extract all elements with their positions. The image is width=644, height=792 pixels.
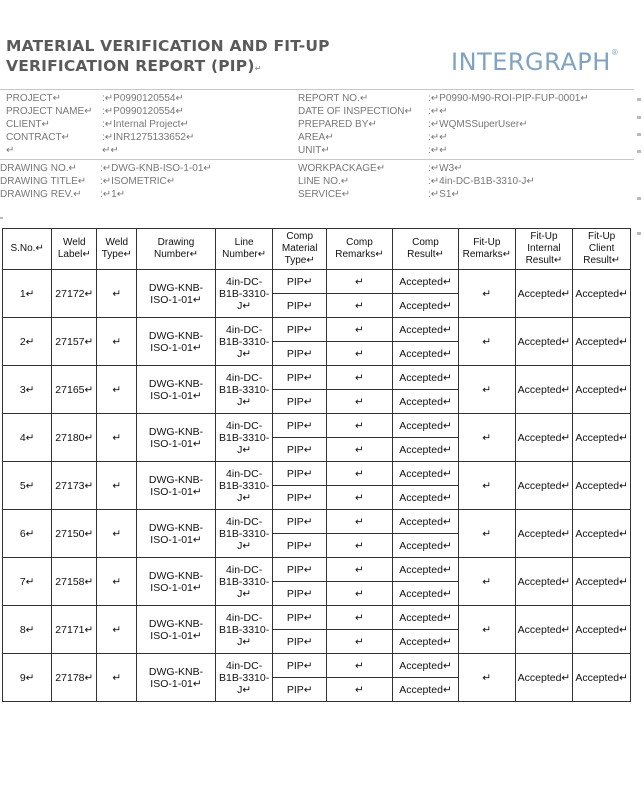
weld-type-cell: ↵ — [97, 414, 137, 462]
comp-remarks-cell: ↵ — [326, 294, 392, 318]
comp-material-cell: PIP↵ — [273, 678, 326, 702]
comp-remarks-cell: ↵ — [326, 414, 392, 438]
column-header: S.No.↵ — [3, 229, 52, 270]
fitup-internal-result-cell: Accepted↵ — [515, 654, 573, 702]
comp-result-cell: Accepted↵ — [392, 294, 458, 318]
column-header: Drawing Number↵ — [137, 229, 216, 270]
info-label: DRAWING TITLE↵ — [0, 176, 87, 187]
info-value: :↵1↵ — [100, 189, 126, 200]
comp-material-cell: PIP↵ — [273, 438, 326, 462]
column-header: Comp Remarks↵ — [326, 229, 392, 270]
line-number-cell: 4in-DC-B1B-3310-J↵ — [215, 558, 273, 606]
info-row — [6, 131, 296, 144]
sno-cell: 8↵ — [3, 606, 52, 654]
comp-remarks-cell: ↵ — [326, 678, 392, 702]
comp-remarks-cell: ↵ — [326, 606, 392, 630]
comp-remarks-cell: ↵ — [326, 366, 392, 390]
info-label: ↵ — [6, 145, 15, 156]
column-header: Fit-Up Internal Result↵ — [515, 229, 573, 270]
report-title-line1: MATERIAL VERIFICATION AND FIT-UP — [6, 37, 330, 55]
info-value: :↵WQMSSuperUser↵ — [428, 119, 528, 130]
column-header: Weld Type↵ — [97, 229, 137, 270]
info-row — [298, 144, 632, 157]
info-row — [6, 144, 296, 157]
info-value: :↵P0990120554↵ — [102, 106, 184, 117]
comp-remarks-cell: ↵ — [326, 438, 392, 462]
sno-cell: 4↵ — [3, 414, 52, 462]
comp-result-cell: Accepted↵ — [392, 534, 458, 558]
column-header: Comp Material Type↵ — [273, 229, 326, 270]
drawing-number-cell: DWG-KNB-ISO-1-01↵ — [137, 606, 216, 654]
column-header: Comp Result↵ — [392, 229, 458, 270]
comp-result-cell: Accepted↵ — [392, 510, 458, 534]
comp-result-cell: Accepted↵ — [392, 342, 458, 366]
drawing-number-cell: DWG-KNB-ISO-1-01↵ — [137, 318, 216, 366]
comp-remarks-cell: ↵ — [326, 654, 392, 678]
info-row — [6, 118, 296, 131]
info-label: DATE OF INSPECTION↵ — [298, 106, 413, 117]
info-value: :↵ISOMETRIC↵ — [100, 176, 176, 187]
comp-result-cell: Accepted↵ — [392, 678, 458, 702]
comp-remarks-cell: ↵ — [326, 318, 392, 342]
comp-remarks-cell: ↵ — [326, 582, 392, 606]
info-value: :↵DWG-KNB-ISO-1-01↵ — [100, 163, 212, 174]
fitup-client-result-cell: Accepted↵ — [573, 462, 631, 510]
table-row — [3, 414, 631, 438]
fitup-remarks-cell: ↵ — [459, 654, 516, 702]
weld-label-cell: 27157↵ — [52, 318, 97, 366]
fitup-internal-result-cell: Accepted↵ — [515, 318, 573, 366]
sno-cell: 9↵ — [3, 654, 52, 702]
info-row — [0, 162, 290, 175]
table-row — [3, 366, 631, 390]
comp-result-cell: Accepted↵ — [392, 270, 458, 294]
drawing-number-cell: DWG-KNB-ISO-1-01↵ — [137, 270, 216, 318]
drawing-number-cell: DWG-KNB-ISO-1-01↵ — [137, 462, 216, 510]
line-number-cell: 4in-DC-B1B-3310-J↵ — [215, 510, 273, 558]
info-label: DRAWING NO.↵ — [0, 163, 77, 174]
comp-material-cell: PIP↵ — [273, 462, 326, 486]
weld-label-cell: 27178↵ — [52, 654, 97, 702]
project-info-left — [6, 92, 296, 157]
comp-result-cell: Accepted↵ — [392, 438, 458, 462]
line-number-cell: 4in-DC-B1B-3310-J↵ — [215, 318, 273, 366]
table-row — [3, 270, 631, 294]
info-value: :↵↵ — [428, 106, 448, 117]
report-title — [6, 36, 336, 79]
table-row — [3, 462, 631, 486]
sno-cell: 1↵ — [3, 270, 52, 318]
info-value: :↵S1↵ — [428, 189, 460, 200]
table-row — [3, 510, 631, 534]
info-value: :↵4in-DC-B1B-3310-J↵ — [428, 176, 535, 187]
comp-remarks-cell: ↵ — [326, 486, 392, 510]
drawing-number-cell: DWG-KNB-ISO-1-01↵ — [137, 414, 216, 462]
weld-type-cell: ↵ — [97, 654, 137, 702]
margin-mark — [0, 217, 3, 219]
weld-label-cell: 27173↵ — [52, 462, 97, 510]
comp-material-cell: PIP↵ — [273, 630, 326, 654]
comp-result-cell: Accepted↵ — [392, 414, 458, 438]
comp-material-cell: PIP↵ — [273, 558, 326, 582]
weld-type-cell: ↵ — [97, 366, 137, 414]
line-number-cell: 4in-DC-B1B-3310-J↵ — [215, 414, 273, 462]
intergraph-logo: INTERGRAPH® — [451, 48, 620, 76]
sno-cell: 5↵ — [3, 462, 52, 510]
info-label: PREPARED BY↵ — [298, 119, 377, 130]
weld-label-cell: 27180↵ — [52, 414, 97, 462]
comp-material-cell: PIP↵ — [273, 534, 326, 558]
weld-type-cell: ↵ — [97, 606, 137, 654]
info-label: PROJECT NAME↵ — [6, 106, 93, 117]
comp-material-cell: PIP↵ — [273, 294, 326, 318]
fitup-remarks-cell: ↵ — [459, 558, 516, 606]
comp-result-cell: Accepted↵ — [392, 318, 458, 342]
comp-result-cell: Accepted↵ — [392, 462, 458, 486]
fitup-client-result-cell: Accepted↵ — [573, 366, 631, 414]
fitup-client-result-cell: Accepted↵ — [573, 606, 631, 654]
table-row — [3, 606, 631, 630]
table-row — [3, 318, 631, 342]
info-label: SERVICE↵ — [298, 189, 351, 200]
fitup-client-result-cell: Accepted↵ — [573, 654, 631, 702]
comp-material-cell: PIP↵ — [273, 510, 326, 534]
fitup-client-result-cell: Accepted↵ — [573, 270, 631, 318]
info-row — [298, 175, 632, 188]
line-number-cell: 4in-DC-B1B-3310-J↵ — [215, 606, 273, 654]
comp-remarks-cell: ↵ — [326, 270, 392, 294]
column-header: Weld Label↵ — [52, 229, 97, 270]
weld-label-cell: 27171↵ — [52, 606, 97, 654]
comp-result-cell: Accepted↵ — [392, 654, 458, 678]
paragraph-mark: ↵ — [254, 64, 262, 73]
fitup-remarks-cell: ↵ — [459, 366, 516, 414]
comp-material-cell: PIP↵ — [273, 318, 326, 342]
weld-label-cell: 27150↵ — [52, 510, 97, 558]
comp-result-cell: Accepted↵ — [392, 486, 458, 510]
weld-type-cell: ↵ — [97, 462, 137, 510]
comp-remarks-cell: ↵ — [326, 558, 392, 582]
info-label: UNIT↵ — [298, 145, 330, 156]
column-header: Line Number↵ — [215, 229, 273, 270]
margin-mark — [637, 232, 641, 235]
info-row — [298, 188, 632, 201]
info-label: LINE NO.↵ — [298, 176, 350, 187]
weld-type-cell: ↵ — [97, 558, 137, 606]
info-row — [298, 118, 632, 131]
info-row — [298, 92, 632, 105]
drawing-info-right — [298, 162, 632, 201]
weld-label-cell: 27172↵ — [52, 270, 97, 318]
fitup-remarks-cell: ↵ — [459, 462, 516, 510]
weld-type-cell: ↵ — [97, 270, 137, 318]
sno-cell: 3↵ — [3, 366, 52, 414]
line-number-cell: 4in-DC-B1B-3310-J↵ — [215, 462, 273, 510]
column-header: Fit-Up Remarks↵ — [459, 229, 516, 270]
sno-cell: 2↵ — [3, 318, 52, 366]
comp-result-cell: Accepted↵ — [392, 606, 458, 630]
info-value: :↵P0990120554↵ — [102, 93, 184, 104]
fitup-remarks-cell: ↵ — [459, 270, 516, 318]
table-header-row — [3, 229, 631, 270]
weld-type-cell: ↵ — [97, 318, 137, 366]
info-value: :↵INR1275133652↵ — [102, 132, 195, 143]
info-value: :↵Internal Project↵ — [102, 119, 189, 130]
fitup-internal-result-cell: Accepted↵ — [515, 366, 573, 414]
comp-result-cell: Accepted↵ — [392, 558, 458, 582]
weld-label-cell: 27158↵ — [52, 558, 97, 606]
fitup-internal-result-cell: Accepted↵ — [515, 606, 573, 654]
margin-mark — [637, 150, 641, 153]
fitup-remarks-cell: ↵ — [459, 318, 516, 366]
section-divider — [0, 159, 634, 160]
info-value: :↵↵ — [428, 132, 448, 143]
fitup-internal-result-cell: Accepted↵ — [515, 270, 573, 318]
report-title-line2: VERIFICATION REPORT (PIP)↵ — [6, 57, 262, 75]
project-info-right — [298, 92, 632, 157]
info-label: PROJECT↵ — [6, 93, 62, 104]
fitup-client-result-cell: Accepted↵ — [573, 510, 631, 558]
sno-cell: 6↵ — [3, 510, 52, 558]
line-number-cell: 4in-DC-B1B-3310-J↵ — [215, 654, 273, 702]
info-value: :↵↵ — [428, 145, 448, 156]
weld-label-cell: 27165↵ — [52, 366, 97, 414]
info-row — [6, 92, 296, 105]
fitup-client-result-cell: Accepted↵ — [573, 318, 631, 366]
margin-mark — [637, 116, 641, 119]
fitup-internal-result-cell: Accepted↵ — [515, 510, 573, 558]
fitup-internal-result-cell: Accepted↵ — [515, 462, 573, 510]
info-value: :↵W3↵ — [428, 163, 463, 174]
comp-material-cell: PIP↵ — [273, 606, 326, 630]
fitup-internal-result-cell: Accepted↵ — [515, 414, 573, 462]
comp-material-cell: PIP↵ — [273, 414, 326, 438]
margin-mark — [637, 133, 641, 136]
weld-type-cell: ↵ — [97, 510, 137, 558]
comp-remarks-cell: ↵ — [326, 390, 392, 414]
fitup-remarks-cell: ↵ — [459, 414, 516, 462]
fitup-client-result-cell: Accepted↵ — [573, 558, 631, 606]
comp-remarks-cell: ↵ — [326, 342, 392, 366]
info-label: REPORT NO.↵ — [298, 93, 369, 104]
drawing-number-cell: DWG-KNB-ISO-1-01↵ — [137, 366, 216, 414]
comp-material-cell: PIP↵ — [273, 366, 326, 390]
column-header: Fit-Up Client Result↵ — [573, 229, 631, 270]
table-row — [3, 654, 631, 678]
comp-material-cell: PIP↵ — [273, 390, 326, 414]
sno-cell: 7↵ — [3, 558, 52, 606]
line-number-cell: 4in-DC-B1B-3310-J↵ — [215, 270, 273, 318]
comp-remarks-cell: ↵ — [326, 534, 392, 558]
info-value: ↵↵ — [102, 145, 119, 156]
fitup-remarks-cell: ↵ — [459, 510, 516, 558]
drawing-info-left — [0, 162, 290, 201]
comp-remarks-cell: ↵ — [326, 510, 392, 534]
comp-material-cell: PIP↵ — [273, 654, 326, 678]
table-row — [3, 558, 631, 582]
drawing-number-cell: DWG-KNB-ISO-1-01↵ — [137, 558, 216, 606]
margin-mark — [637, 98, 641, 101]
comp-material-cell: PIP↵ — [273, 582, 326, 606]
fitup-internal-result-cell: Accepted↵ — [515, 558, 573, 606]
comp-remarks-cell: ↵ — [326, 630, 392, 654]
drawing-number-cell: DWG-KNB-ISO-1-01↵ — [137, 654, 216, 702]
comp-material-cell: PIP↵ — [273, 486, 326, 510]
info-label: WORKPACKAGE↵ — [298, 163, 386, 174]
info-label: CLIENT↵ — [6, 119, 50, 130]
info-row — [0, 188, 290, 201]
line-number-cell: 4in-DC-B1B-3310-J↵ — [215, 366, 273, 414]
comp-result-cell: Accepted↵ — [392, 390, 458, 414]
info-row — [298, 162, 632, 175]
weld-inspection-table — [2, 228, 631, 702]
info-row — [298, 105, 632, 118]
info-row — [6, 105, 296, 118]
fitup-client-result-cell: Accepted↵ — [573, 414, 631, 462]
comp-material-cell: PIP↵ — [273, 342, 326, 366]
header-divider — [0, 89, 634, 90]
info-label: CONTRACT↵ — [6, 132, 70, 143]
info-row — [298, 131, 632, 144]
margin-mark — [637, 197, 641, 200]
comp-result-cell: Accepted↵ — [392, 630, 458, 654]
info-label: AREA↵ — [298, 132, 334, 143]
comp-remarks-cell: ↵ — [326, 462, 392, 486]
drawing-number-cell: DWG-KNB-ISO-1-01↵ — [137, 510, 216, 558]
info-label: DRAWING REV.↵ — [0, 189, 82, 200]
info-row — [0, 175, 290, 188]
comp-result-cell: Accepted↵ — [392, 582, 458, 606]
comp-material-cell: PIP↵ — [273, 270, 326, 294]
comp-result-cell: Accepted↵ — [392, 366, 458, 390]
fitup-remarks-cell: ↵ — [459, 606, 516, 654]
info-value: :↵P0990-M90-ROI-PIP-FUP-0001↵ — [428, 93, 589, 104]
